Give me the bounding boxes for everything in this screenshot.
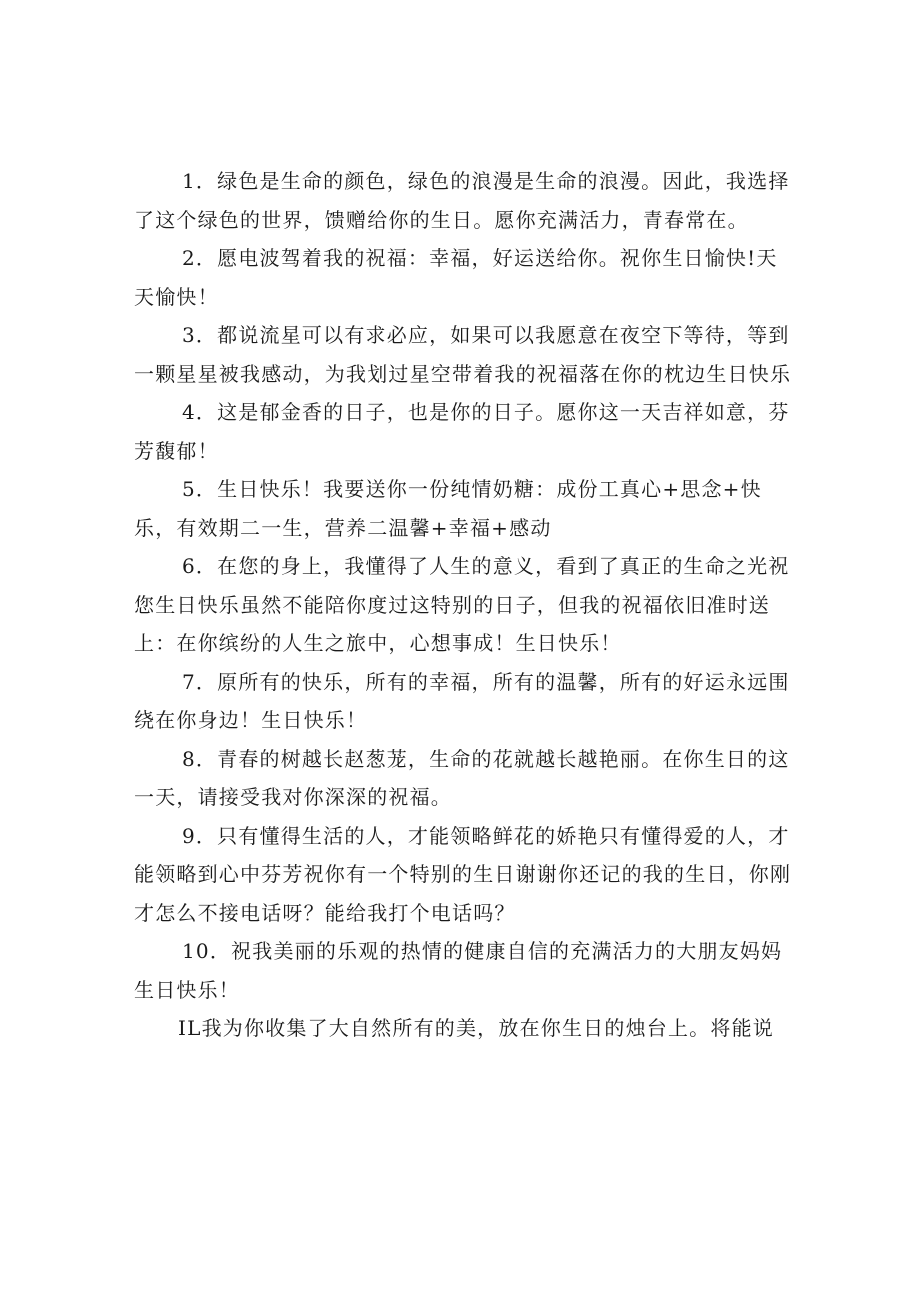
wish-paragraph-3: 3．都说流星可以有求必应，如果可以我愿意在夜空下等待，等到一颗星星被我感动，为我划过星空带着我的祝福落在你的枕边生日快乐 xyxy=(134,323,792,386)
wish-paragraph-6: 6．在您的身上，我懂得了人生的意义，看到了真正的生命之光祝您生日快乐虽然不能陪你度过这特别的日子，但我的祝福依旧准时送上：在你缤纷的人生之旅中，心想事成！生日快乐！ xyxy=(134,554,790,655)
wish-paragraph-2: 2．愿电波驾着我的祝福：幸福，好运送给你。祝你生日愉快!天天愉快！ xyxy=(134,246,778,309)
wish-paragraph-8: 8．青春的树越长赵葱茏，生命的花就越长越艳丽。在你生日的这一天，请接受我对你深深的祝福。 xyxy=(134,746,790,809)
wish-paragraph-11: IL我为你收集了大自然所有的美，放在你生日的烛台上。将能说 xyxy=(178,1016,774,1040)
document-body xyxy=(134,162,798,1048)
wish-paragraph-9: 9．只有懂得生活的人，才能领略鲜花的娇艳只有懂得爱的人，才能领略到心中芬芳祝你有一个特别的生日谢谢你还记的我的生日，你刚才怎么不接电话呀？能给我打个电话吗？ xyxy=(134,823,792,925)
wish-paragraph-7: 7．原所有的快乐，所有的幸福，所有的温馨，所有的好运永远围绕在你身边！生日快乐！ xyxy=(134,669,790,732)
wish-paragraph-1: 1．绿色是生命的颜色，绿色的浪漫是生命的浪漫。因此，我选择了这个绿色的世界，馈赠给你的生日。愿你充满活力，青春常在。 xyxy=(134,169,790,232)
wish-paragraph-10: 10．祝我美丽的乐观的热情的健康自信的充满活力的大朋友妈妈生日快乐！ xyxy=(134,939,783,1002)
wish-paragraph-4: 4．这是郁金香的日子，也是你的日子。愿你这一天吉祥如意，芬芳馥郁！ xyxy=(134,400,790,463)
wish-paragraph-5: 5．生日快乐！我要送你一份纯情奶糖：成份工真心+思念+快乐，有效期二一生，营养二温馨+幸福+感动 xyxy=(134,477,762,540)
